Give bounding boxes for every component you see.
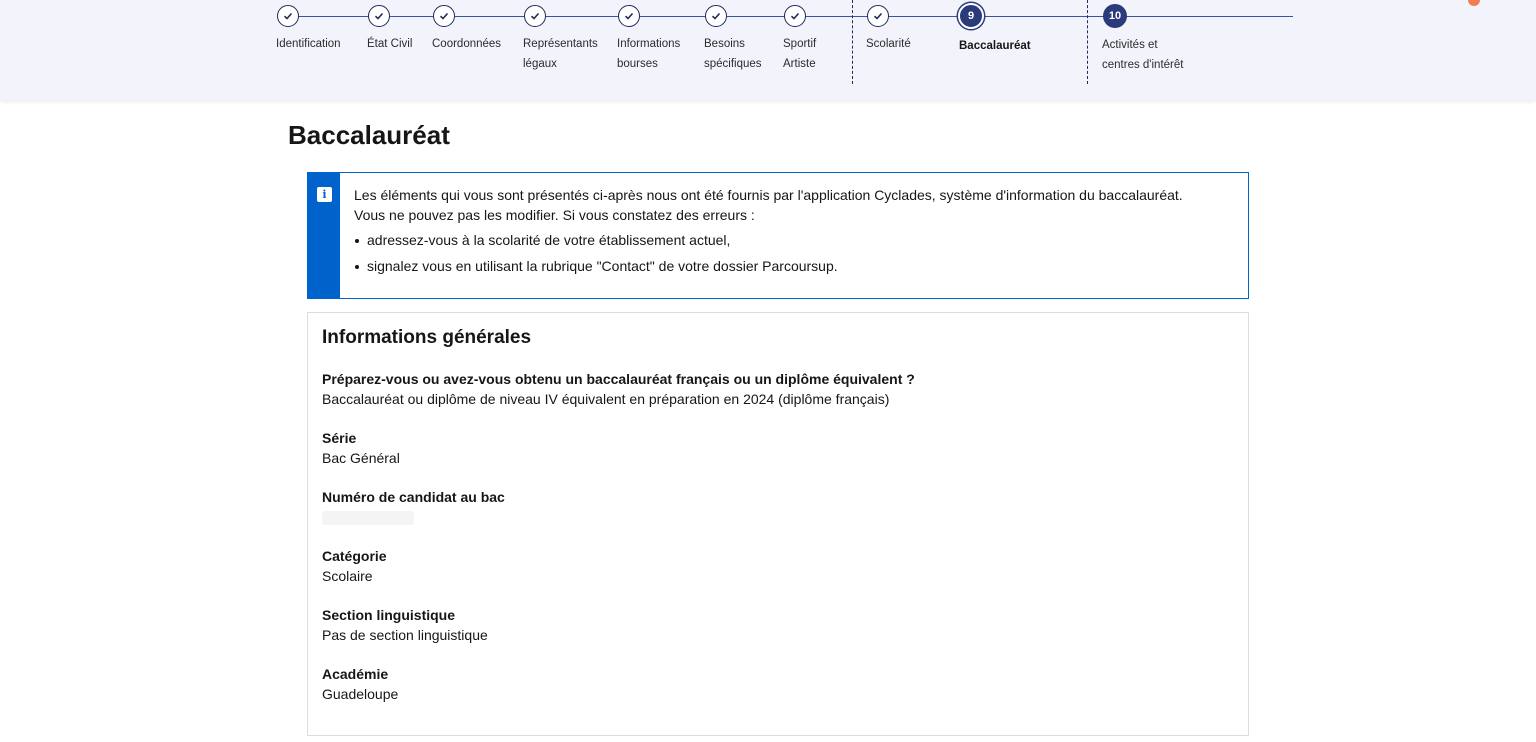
check-icon [368, 5, 390, 27]
notification-dot[interactable] [1468, 0, 1480, 6]
step-label-line2: légaux [523, 58, 557, 70]
step-label-line2: Artiste [783, 58, 816, 70]
step-representants-legaux[interactable] [523, 5, 598, 74]
field-value: Bac Général [322, 450, 400, 466]
stepper-separator [1087, 0, 1088, 84]
check-icon [524, 5, 546, 27]
field-label: Numéro de candidat au bac [322, 489, 505, 505]
alert-bar [308, 173, 340, 298]
info-alert [307, 172, 1249, 299]
stepper-separator [852, 0, 853, 84]
step-scolarite[interactable] [866, 5, 911, 54]
check-icon [867, 5, 889, 27]
alert-list [354, 230, 1228, 276]
field-bac-type [322, 369, 915, 409]
redacted-value [322, 511, 414, 525]
step-label [617, 34, 680, 74]
alert-list-item: adressez-vous à la scolarité de votre établissement actuel, [354, 230, 1228, 250]
step-label [783, 34, 816, 74]
check-icon [618, 5, 640, 27]
check-icon [784, 5, 806, 27]
step-label-line1: Besoins [704, 38, 745, 50]
step-label-line1: Représentants [523, 38, 598, 50]
step-identification[interactable] [276, 5, 341, 54]
progress-stepper [0, 0, 1536, 100]
step-label-line2: spécifiques [704, 58, 762, 70]
field-section-linguistique [322, 605, 488, 645]
step-baccalaureat[interactable] [959, 5, 1031, 56]
alert-list-item: signalez vous en utilisant la rubrique "Contact" de votre dossier Parcoursup. [354, 256, 1228, 276]
step-number: 10 [1103, 4, 1127, 28]
field-label: Académie [322, 666, 389, 682]
field-academie [322, 664, 398, 704]
step-label-line1: Sportif [783, 38, 817, 50]
page-title: Baccalauréat [288, 120, 450, 150]
alert-text-line1: Les éléments qui vous sont présentés ci-après nous ont été fournis par l'application Cyclades, système d'information du baccalauréat. [354, 187, 1183, 203]
step-label [1102, 35, 1183, 75]
check-icon [277, 5, 299, 27]
step-label [704, 34, 762, 74]
field-label: Section linguistique [322, 607, 456, 623]
field-categorie [322, 546, 387, 586]
step-activites[interactable] [1102, 5, 1183, 75]
field-numero-candidat [322, 487, 505, 530]
alert-content [354, 185, 1228, 282]
card-title: Informations générales [322, 327, 532, 348]
step-label: Coordonnées [432, 38, 502, 50]
step-label-line1: Activités et [1102, 39, 1158, 51]
step-label-line2: centres d'intérêt [1102, 59, 1184, 71]
field-value: Guadeloupe [322, 686, 399, 702]
step-label-line2: bourses [617, 58, 658, 70]
field-label: Catégorie [322, 548, 387, 564]
field-value: Scolaire [322, 568, 373, 584]
step-etat-civil[interactable] [367, 5, 412, 54]
step-label-line1: Informations [617, 38, 681, 50]
step-coordonnees[interactable] [432, 5, 501, 54]
step-label: Scolarité [866, 38, 911, 50]
field-value: Baccalauréat ou diplôme de niveau IV équivalent en préparation en 2024 (diplôme français) [322, 391, 890, 407]
step-label: Baccalauréat [959, 40, 1031, 52]
step-label: Identification [276, 38, 341, 50]
step-besoins-specifiques[interactable] [704, 5, 762, 74]
field-value-redacted [322, 507, 505, 530]
field-label: Série [322, 430, 357, 446]
check-icon [705, 5, 727, 27]
step-number-current: 9 [958, 3, 984, 29]
field-value: Pas de section linguistique [322, 627, 488, 643]
alert-text-line2: Vous ne pouvez pas les modifier. Si vous constatez des erreurs : [354, 207, 755, 223]
step-label: État Civil [367, 38, 413, 50]
field-label: Préparez-vous ou avez-vous obtenu un baccalauréat français ou un diplôme équivalent ? [322, 371, 915, 387]
step-informations-bourses[interactable] [617, 5, 680, 74]
check-icon [433, 5, 455, 27]
field-serie [322, 428, 400, 468]
step-label [523, 34, 598, 74]
step-sportif-artiste[interactable] [783, 5, 816, 74]
info-icon: i [317, 187, 332, 202]
general-info-card [307, 312, 1249, 736]
